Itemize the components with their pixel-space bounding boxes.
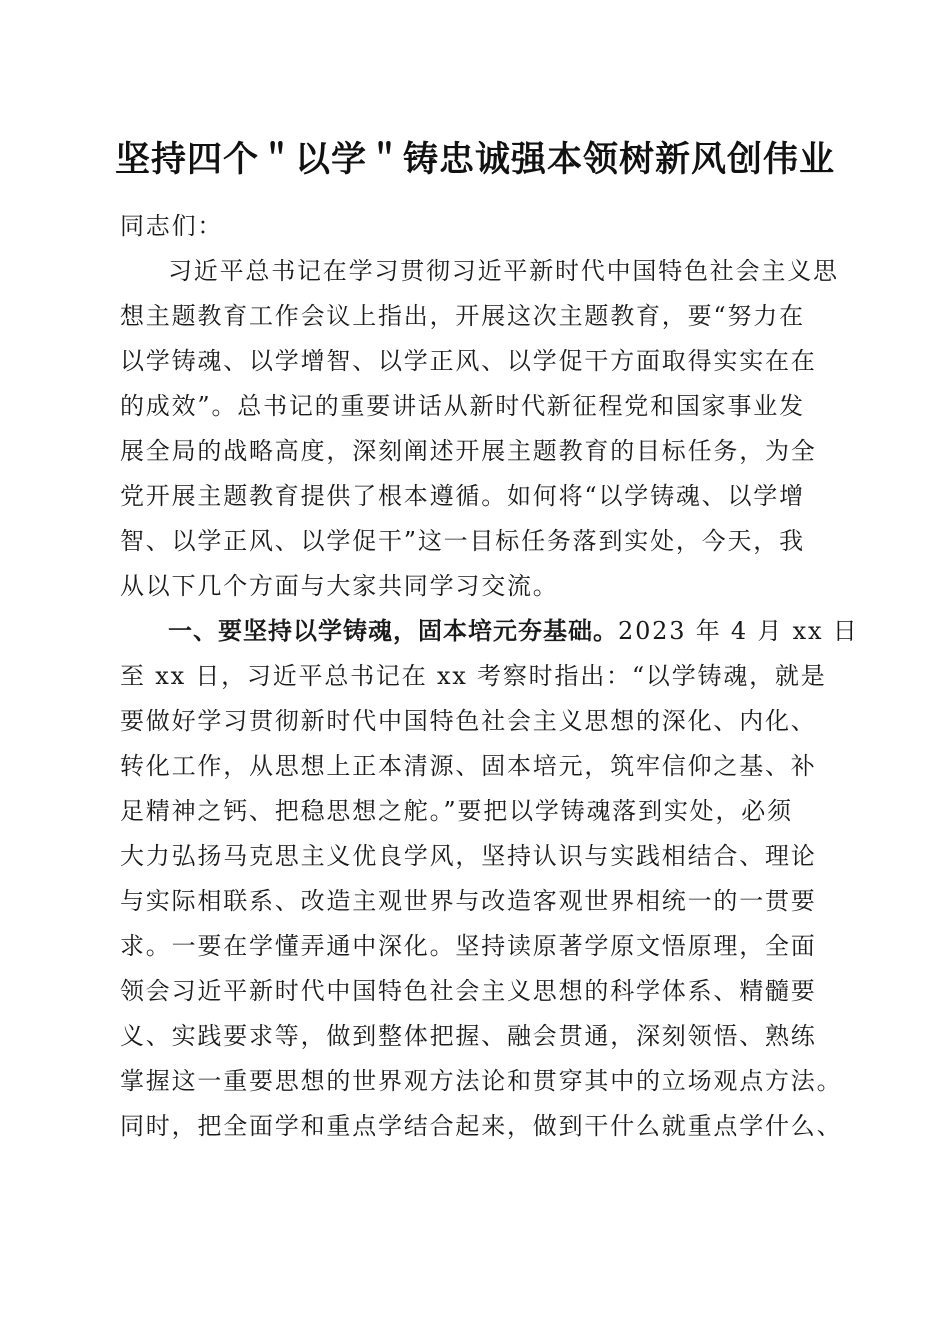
paragraph-line: 领会习近平新时代中国特色社会主义思想的科学体系、精髓要 (120, 977, 817, 1005)
paragraph-line: 从以下几个方面与大家共同学习交流。 (120, 572, 559, 600)
paragraph-line: 以学铸魂、以学增智、以学正风、以学促干方面取得实实在在 (120, 347, 817, 375)
document-title: 坚持四个＂以学＂铸忠诚强本领树新风创伟业 (114, 140, 835, 180)
paragraph-line: 习近平总书记在学习贯彻习近平新时代中国特色社会主义思 (168, 257, 839, 285)
paragraph-line: 同时，把全面学和重点学结合起来，做到干什么就重点学什么、 (120, 1112, 843, 1140)
section-1-first-line (120, 609, 859, 654)
paragraph-line: 转化工作，从思想上正本清源、固本培元，筑牢信仰之基、补 (120, 752, 817, 780)
paragraph-line: 至 xx 日，习近平总书记在 xx 考察时指出：“以学铸魂，就是 (120, 662, 827, 690)
document-body (120, 204, 859, 1149)
paragraph-line: 足精神之钙、把稳思想之舵。”要把以学铸魂落到实处，必须 (120, 797, 793, 825)
section-1-date: 2023 年 4 月 xx 日 (618, 617, 859, 645)
paragraph-line: 展全局的战略高度，深刻阐述开展主题教育的目标任务，为全 (120, 437, 817, 465)
paragraph-line: 的成效”。总书记的重要讲话从新时代新征程党和国家事业发 (120, 392, 805, 420)
paragraph-line: 义、实践要求等，做到整体把握、融会贯通，深刻领悟、熟练 (120, 1022, 817, 1050)
paragraph-line: 党开展主题教育提供了根本遵循。如何将“以学铸魂、以学增 (120, 482, 805, 510)
section-1-heading: 一、要坚持以学铸魂，固本培元夯基础。 (168, 617, 618, 645)
paragraph-line: 智、以学正风、以学促干”这一目标任务落到实处，今天，我 (120, 527, 805, 555)
paragraph-line: 求。一要在学懂弄通中深化。坚持读原著学原文悟原理，全面 (120, 932, 817, 960)
paragraph-line: 与实际相联系、改造主观世界与改造客观世界相统一的一贯要 (120, 887, 817, 915)
paragraph-line: 大力弘扬马克思主义优良学风，坚持认识与实践相结合、理论 (120, 842, 817, 870)
paragraph-line: 掌握这一重要思想的世界观方法论和贯穿其中的立场观点方法。 (120, 1067, 843, 1095)
salutation: 同志们： (120, 212, 224, 240)
paragraph-line: 想主题教育工作会议上指出，开展这次主题教育，要“努力在 (120, 302, 805, 330)
paragraph-intro (120, 249, 839, 609)
section-1 (120, 609, 859, 1149)
paragraph-line: 要做好学习贯彻新时代中国特色社会主义思想的深化、内化、 (120, 707, 817, 735)
